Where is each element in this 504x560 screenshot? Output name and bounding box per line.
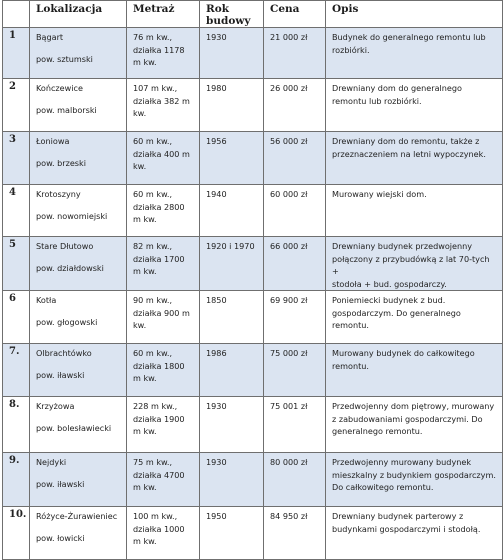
row-number-cell [3, 132, 30, 185]
description-line: Przedwojenny dom piętrowy, murowany [332, 401, 495, 411]
description-line: przeznaczeniem na letni wypoczynek. [332, 148, 486, 159]
year-cell [200, 453, 264, 507]
price: 60 000 zł [270, 189, 308, 199]
price-cell [264, 397, 326, 453]
price-cell [264, 237, 326, 291]
price: 21 000 zł [270, 32, 308, 42]
area-line: działka 1000 [133, 523, 185, 534]
place-name: Krotoszyny [36, 189, 81, 199]
price-cell [264, 291, 326, 344]
area-cell [127, 507, 200, 560]
location-cell [30, 79, 127, 132]
table-row [3, 28, 503, 79]
area-line: działka 1900 [133, 413, 185, 424]
header-description: Opis [326, 1, 503, 28]
table-row [3, 291, 503, 344]
price: 75 000 zł [270, 348, 308, 358]
area-line: 76 m kw., [133, 32, 173, 42]
county-name: pow. bolesławiecki [36, 422, 112, 433]
county-name: pow. działdowski [36, 262, 104, 273]
price: 56 000 zł [270, 136, 308, 146]
price: 84 950 zł [270, 511, 308, 521]
build-year: 1956 [206, 136, 227, 146]
area-line: m kw. [133, 536, 157, 546]
header-price: Cena [264, 1, 326, 28]
price: 75 001 zł [270, 401, 308, 411]
price-cell [264, 79, 326, 132]
description-line: budynkami gospodarczymi i stodołą. [332, 523, 481, 534]
row-number: 5 [9, 239, 16, 250]
price: 66 000 zł [270, 241, 308, 251]
row-number-cell [3, 453, 30, 507]
description-cell [326, 132, 503, 185]
area-line: kw. [133, 320, 147, 330]
build-year: 1930 [206, 32, 227, 42]
location-cell [30, 237, 127, 291]
location-cell [30, 453, 127, 507]
area-line: 82 m kw., [133, 241, 173, 251]
area-line: 75 m kw., [133, 457, 173, 467]
area-cell [127, 28, 200, 79]
area-line: działka 382 m [133, 95, 190, 106]
area-line: m kw. [133, 482, 157, 492]
year-cell [200, 237, 264, 291]
area-line: kw. [133, 108, 147, 118]
area-cell [127, 344, 200, 397]
county-name: pow. iławski [36, 478, 85, 489]
row-number: 6 [9, 293, 16, 304]
area-line: 60 m kw., [133, 348, 173, 358]
area-line: działka 900 m [133, 307, 190, 318]
place-name: Krzyżowa [36, 401, 75, 411]
price: 80 000 zł [270, 457, 308, 467]
description-cell [326, 185, 503, 237]
build-year: 1920 i 1970 [206, 241, 255, 251]
row-number: 3 [9, 134, 16, 145]
area-line: kw. [133, 161, 147, 171]
place-name: Nejdyki [36, 457, 67, 467]
description-line: remontu. [332, 360, 369, 371]
table-body [3, 28, 503, 560]
row-number-cell [3, 507, 30, 560]
description-cell [326, 28, 503, 79]
description-line: gospodarczym. Do generalnego [332, 307, 461, 318]
header-row [3, 1, 503, 28]
area-line: 60 m kw., [133, 136, 173, 146]
table-row [3, 79, 503, 132]
price: 69 900 zł [270, 295, 308, 305]
year-cell [200, 344, 264, 397]
county-name: pow. łowicki [36, 532, 85, 543]
county-name: pow. iławski [36, 369, 85, 380]
description-line: Do całkowitego remontu. [332, 482, 434, 492]
table-row [3, 507, 503, 560]
price-cell [264, 132, 326, 185]
build-year: 1950 [206, 511, 227, 521]
area-line: działka 4700 [133, 469, 185, 480]
table-row [3, 453, 503, 507]
build-year: 1930 [206, 457, 227, 467]
area-line: m kw. [133, 373, 157, 383]
location-cell [30, 344, 127, 397]
table-row [3, 397, 503, 453]
row-number: 2 [9, 81, 16, 92]
area-line: m kw. [133, 266, 157, 276]
description-cell [326, 344, 503, 397]
header-location: Lokalizacja [30, 1, 127, 28]
place-name: Stare Dłutowo [36, 241, 94, 251]
row-number: 8. [9, 399, 20, 410]
header-year: Rok budowy [200, 1, 264, 28]
build-year: 1850 [206, 295, 227, 305]
description-line: Murowany wiejski dom. [332, 189, 427, 199]
county-name: pow. nowomiejski [36, 210, 108, 221]
price-cell [264, 344, 326, 397]
area-cell [127, 453, 200, 507]
area-cell [127, 291, 200, 344]
row-number: 4 [9, 187, 16, 198]
area-cell [127, 185, 200, 237]
year-cell [200, 291, 264, 344]
description-line: Przedwojenny murowany budynek [332, 457, 472, 467]
place-name: Kotła [36, 295, 57, 305]
area-cell [127, 132, 200, 185]
place-name: Kończewice [36, 83, 83, 93]
county-name: pow. brzeski [36, 157, 86, 168]
area-line: działka 1178 [133, 44, 185, 55]
description-cell [326, 507, 503, 560]
build-year: 1940 [206, 189, 227, 199]
description-cell [326, 291, 503, 344]
description-line: remontu lub rozbiórki. [332, 95, 422, 106]
area-cell [127, 79, 200, 132]
price: 26 000 zł [270, 83, 308, 93]
year-cell [200, 28, 264, 79]
description-line: remontu. [332, 320, 369, 330]
location-cell [30, 28, 127, 79]
year-cell [200, 79, 264, 132]
area-cell [127, 237, 200, 291]
description-cell [326, 397, 503, 453]
place-name: Bągart [36, 32, 64, 42]
price-cell [264, 507, 326, 560]
location-cell [30, 507, 127, 560]
description-line: stodoła + bud. gospodarczy. [332, 278, 447, 289]
build-year: 1986 [206, 348, 227, 358]
description-line: Drewniany dom do remontu, także z [332, 136, 480, 146]
row-number-cell [3, 291, 30, 344]
price-cell [264, 185, 326, 237]
description-line: z zabudowaniami gospodarczymi. Do [332, 413, 483, 424]
area-line: działka 2800 [133, 201, 185, 212]
area-line: m kw. [133, 426, 157, 436]
year-cell [200, 132, 264, 185]
table-row [3, 132, 503, 185]
build-year: 1980 [206, 83, 227, 93]
row-number-cell [3, 185, 30, 237]
listing-table-container [2, 0, 503, 560]
description-cell [326, 453, 503, 507]
description-line: Murowany budynek do całkowitego [332, 348, 475, 358]
area-line: działka 1700 [133, 253, 185, 264]
year-cell [200, 507, 264, 560]
table-row [3, 237, 503, 291]
header-number [3, 1, 30, 28]
description-line: Drewniany budynek przedwojenny [332, 241, 473, 251]
description-line: Drewniany budynek parterowy z [332, 511, 464, 521]
year-cell [200, 185, 264, 237]
location-cell [30, 397, 127, 453]
row-number-cell [3, 237, 30, 291]
place-name: Olbrachtówko [36, 348, 92, 358]
table-row [3, 185, 503, 237]
row-number-cell [3, 79, 30, 132]
area-line: 60 m kw., [133, 189, 173, 199]
table-row [3, 344, 503, 397]
build-year: 1930 [206, 401, 227, 411]
place-name: Różyce-Żurawieniec [36, 511, 118, 521]
description-line: mieszkalny z budynkiem gospodarczym. [332, 469, 496, 480]
place-name: Łoniowa [36, 136, 70, 146]
description-cell [326, 237, 503, 291]
area-line: 228 m kw., [133, 401, 178, 411]
area-line: 107 m kw., [133, 83, 178, 93]
description-line: połączony z przybudówką z lat 70-tych + [332, 253, 490, 276]
area-line: działka 1800 [133, 360, 185, 371]
location-cell [30, 132, 127, 185]
row-number: 10. [9, 509, 27, 520]
area-line: m kw. [133, 57, 157, 67]
area-cell [127, 397, 200, 453]
price-cell [264, 453, 326, 507]
listing-table [2, 0, 503, 560]
row-number: 1 [9, 30, 16, 41]
description-line: generalnego remontu. [332, 426, 423, 436]
description-cell [326, 79, 503, 132]
row-number-cell [3, 397, 30, 453]
description-line: Budynek do generalnego remontu lub [332, 32, 486, 42]
county-name: pow. sztumski [36, 53, 93, 64]
area-line: działka 400 m [133, 148, 190, 159]
description-line: Drewniany dom do generalnego [332, 83, 462, 93]
county-name: pow. głogowski [36, 316, 98, 327]
price-cell [264, 28, 326, 79]
row-number-cell [3, 28, 30, 79]
area-line: 100 m kw., [133, 511, 178, 521]
row-number-cell [3, 344, 30, 397]
county-name: pow. malborski [36, 104, 97, 115]
row-number: 9. [9, 455, 20, 466]
area-line: 90 m kw., [133, 295, 173, 305]
year-cell [200, 397, 264, 453]
location-cell [30, 291, 127, 344]
area-line: m kw. [133, 214, 157, 224]
description-line: rozbiórki. [332, 44, 370, 55]
header-area: Metraż [127, 1, 200, 28]
row-number: 7. [9, 346, 20, 357]
location-cell [30, 185, 127, 237]
description-line: Poniemiecki budynek z bud. [332, 295, 446, 305]
